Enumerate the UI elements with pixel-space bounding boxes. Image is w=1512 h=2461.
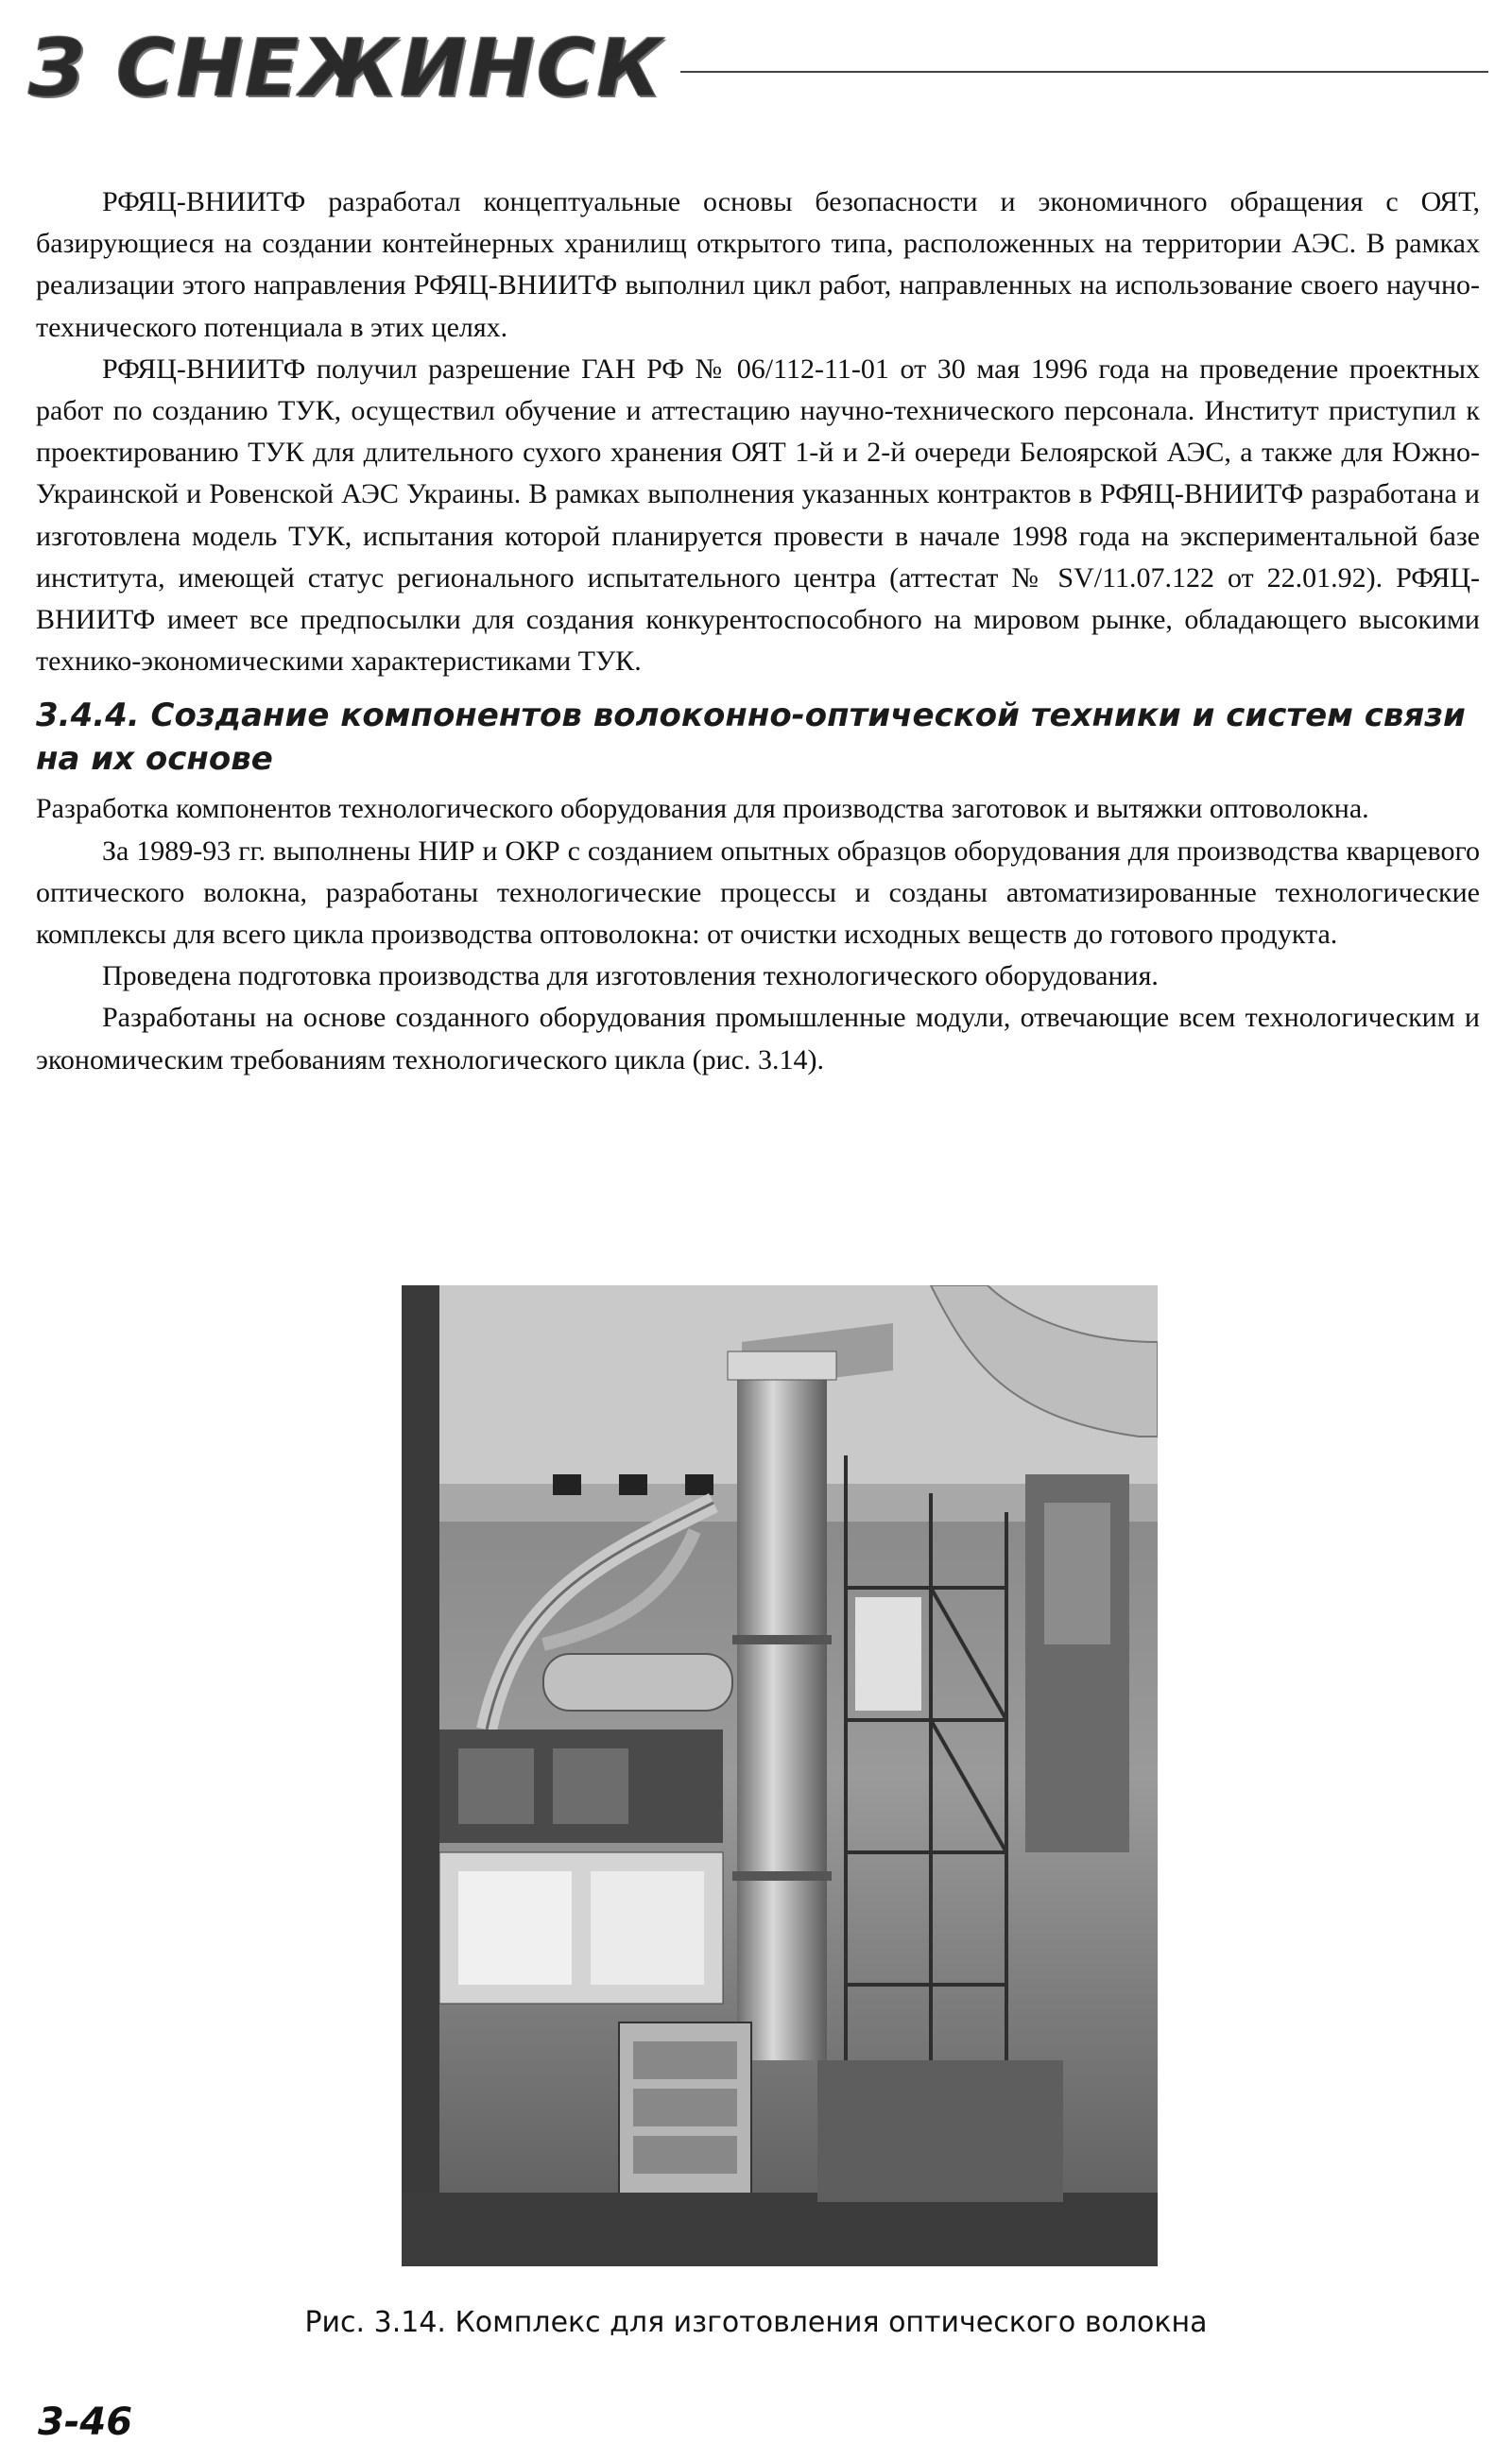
paragraph-3: Разработка компонентов технологического оборудования для производства заготовок и вытяжки оптоволокна. xyxy=(36,793,1369,825)
page-content xyxy=(36,181,1480,1081)
figure-caption: Рис. 3.14. Комплекс для изготовления оптического волокна xyxy=(304,2306,1208,2339)
section-heading: 3.4.4. Создание компонентов волоконно-оптической техники и систем связи на их основе xyxy=(36,697,1466,779)
paragraph-6: Разработаны на основе созданного оборудования промышленные модули, отвечающие всем технологическим и экономическим требованиям технологического цикла (рис. 3.14). xyxy=(36,1002,1480,1076)
page-header xyxy=(28,21,1488,115)
figure-photo xyxy=(402,1285,1158,2266)
paragraph-1: РФЯЦ-ВНИИТФ разработал концептуальные основы безопасности и экономичного обращения с ОЯТ, базирующиеся на создании контейнерных хранилищ открытого типа, расположенных на территории АЭС. В рамках реализации этого направления РФЯЦ-ВНИИТФ выполнил цикл работ, направленных на использование своего научно-технического потенциала в этих целях. xyxy=(36,186,1480,343)
page-number: 3-46 xyxy=(38,2401,133,2444)
paragraph-4: За 1989-93 гг. выполнены НИР и ОКР с созданием опытных образцов оборудования для производства кварцевого оптического волокна, разработаны технологические процессы и созданы автоматизированные технологические комплексы для всего цикла производства оптоволокна: от очистки исходных веществ до готового продукта. xyxy=(36,835,1480,951)
snezhinsk-logo: З СНЕЖИНСК xyxy=(28,22,663,114)
fiber-optic-complex-photo xyxy=(402,1285,1158,2266)
header-rule xyxy=(680,71,1488,73)
paragraph-2: РФЯЦ-ВНИИТФ получил разрешение ГАН РФ № 06/112-11-01 от 30 мая 1996 года на проведение проектных работ по созданию ТУК, осуществил обучение и аттестацию научно-технического персонала. Институт приступил к проектированию ТУК для длительного сухого хранения ОЯТ 1-й и 2-й очереди Белоярской АЭС, а также для Южно-Украинской и Ровенской АЭС Украины. В рамках выполнения указанных контрактов в РФЯЦ-ВНИИТФ разработана и изготовлена модель ТУК, испытания которой планируется провести в начале 1998 года на экспериментальной базе института, имеющей статус регионального испытательного центра (аттестат № SV/11.07.122 от 22.01.92). РФЯЦ-ВНИИТФ имеет все предпосылки для создания конкурентоспособного на мировом рынке, обладающего высокими технико-экономическими характеристиками ТУК. xyxy=(36,353,1480,678)
paragraph-5: Проведена подготовка производства для изготовления технологического оборудования. xyxy=(102,960,1159,992)
